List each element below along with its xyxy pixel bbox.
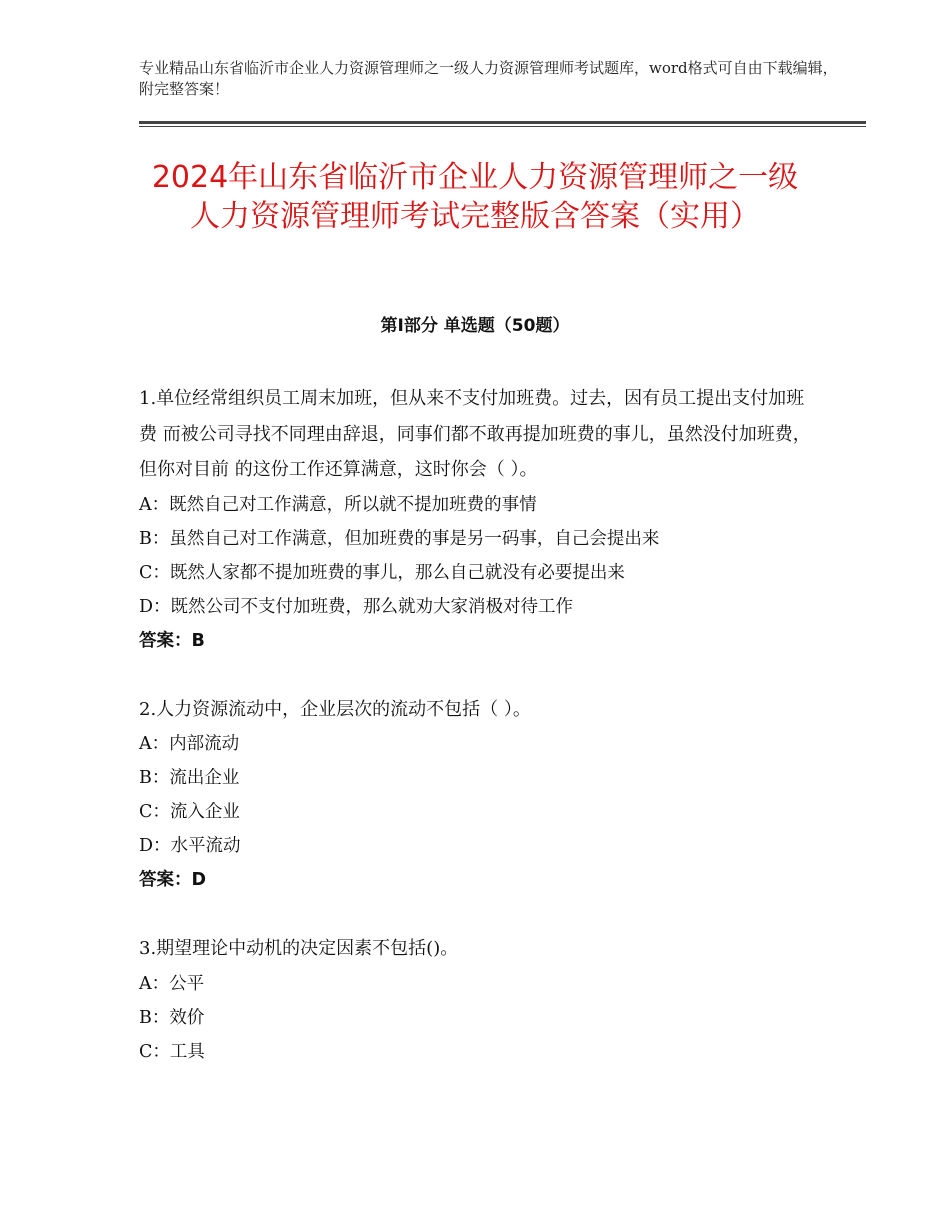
- question-text: 1.单位经常组织员工周末加班，但从来不支付加班费。过去，因有员工提出支付加班费 而被公司寻找不同理由辞退，同事们都不敢再提加班费的事儿，虽然没付加班费，但你对目前 的这份工作还算满意，这时你会（ ）。: [139, 388, 811, 480]
- option-a: A：公平: [139, 973, 205, 994]
- question-text: 3.期望理论中动机的决定因素不包括()。: [139, 938, 459, 959]
- option-b: B：虽然自己对工作满意，但加班费的事是另一码事，自己会提出来: [139, 528, 660, 549]
- question-3: [139, 931, 819, 1069]
- option-b: B：效价: [139, 1007, 205, 1028]
- option-d: D：水平流动: [139, 836, 241, 856]
- header-divider-thick: [139, 121, 866, 124]
- question-2: [139, 692, 819, 898]
- header-note: 专业精品山东省临沂市企业人力资源管理师之一级人力资源管理师考试题库，word格式可自由下载编辑，附完整答案！: [139, 59, 838, 98]
- question-list: [139, 381, 819, 1069]
- option-a: A：内部流动: [139, 734, 240, 754]
- question-1: [139, 381, 819, 658]
- question-gap: [139, 658, 819, 692]
- option-b: B：流出企业: [139, 768, 240, 788]
- option-d: D：既然公司不支付加班费，那么就劝大家消极对待工作: [139, 596, 574, 617]
- question-text: 2.人力资源流动中，企业层次的流动不包括（ ）。: [139, 698, 531, 720]
- document-title: 2024年山东省临沂市企业人力资源管理师之一级人力资源管理师考试完整版含答案（实用）: [151, 160, 799, 234]
- header-divider-thin: [139, 126, 866, 127]
- option-a: A：既然自己对工作满意，所以就不提加班费的事情: [139, 494, 537, 515]
- answer: 答案：B: [139, 630, 205, 651]
- option-c: C：流入企业: [139, 802, 240, 822]
- question-gap: [139, 897, 819, 931]
- option-c: C：工具: [139, 1041, 205, 1062]
- answer: 答案：D: [139, 870, 207, 890]
- option-c: C：既然人家都不提加班费的事儿，那么自己就没有必要提出来: [139, 562, 625, 583]
- section-heading: 第Ⅰ部分 单选题（50题）: [380, 316, 570, 336]
